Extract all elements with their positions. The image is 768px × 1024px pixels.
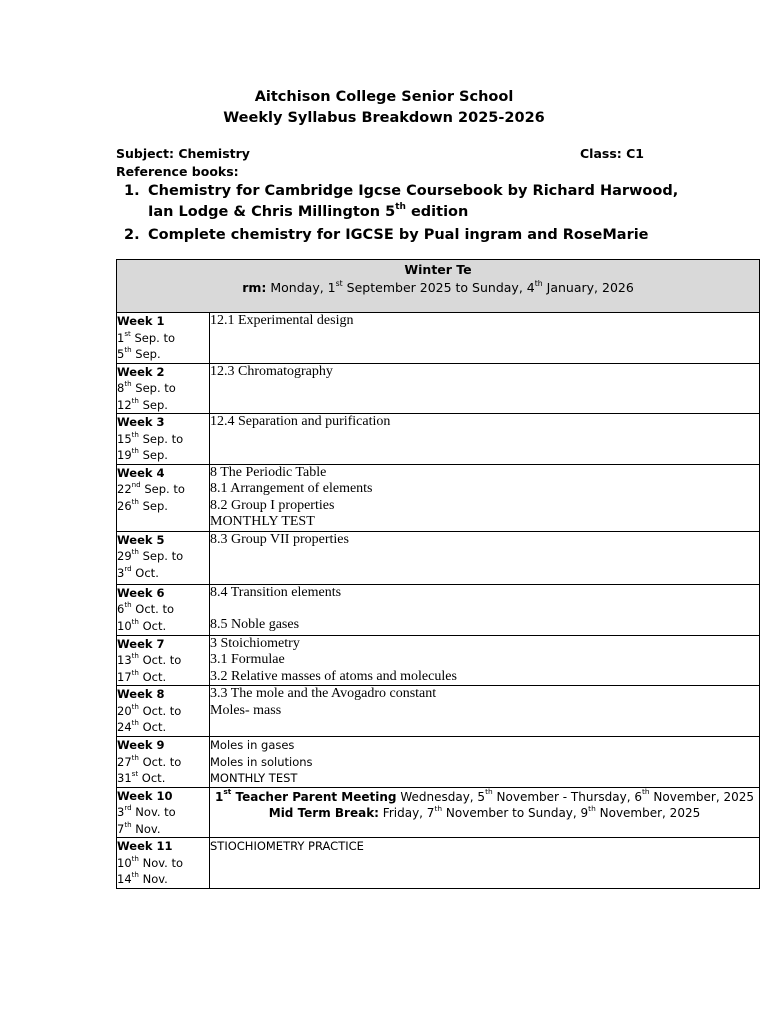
- topic-cell: [210, 313, 760, 364]
- term-header: [117, 260, 760, 313]
- week-start: [117, 481, 209, 498]
- week-end: [117, 871, 209, 888]
- week-start-text: Oct. to: [138, 754, 182, 769]
- week-start-sup: th: [131, 651, 139, 661]
- week-end-day: 12: [117, 397, 132, 412]
- topic-line: 8.1 Arrangement of elements: [210, 481, 373, 496]
- week-label: Week 7: [117, 636, 165, 651]
- mid-term-break-label: Mid Term Break:: [268, 806, 379, 820]
- week-row: [117, 686, 760, 737]
- week-start-text: Sep. to: [140, 482, 185, 496]
- term-date-c: January, 2026: [542, 280, 634, 295]
- document-title: Weekly Syllabus Breakdown 2025-2026: [223, 110, 545, 126]
- week-row: [117, 363, 760, 414]
- spacer: [210, 601, 759, 617]
- week-end-day: 24: [117, 720, 132, 734]
- week-label: Week 2: [117, 364, 165, 379]
- week-start-day: 1: [117, 330, 125, 345]
- term-dates: [117, 280, 759, 295]
- ptm-b-sup: th: [641, 787, 650, 797]
- reference-text: Complete chemistry for IGCSE by Pual ingram and RoseMarie: [148, 227, 649, 243]
- week-start-day: 6: [117, 602, 125, 616]
- week-end: [117, 669, 209, 686]
- mid-term-break-line: [210, 805, 759, 822]
- term-rm: rm:: [242, 280, 267, 295]
- class-label: Class: C1: [580, 146, 644, 161]
- week-cell: [117, 414, 210, 465]
- break-c: November, 2025: [595, 806, 701, 820]
- topic-line: STIOCHIOMETRY PRACTICE: [210, 839, 364, 853]
- week-end-sup: rd: [124, 563, 132, 573]
- week-start-text: Sep. to: [138, 549, 184, 563]
- topic-line: 8.4 Transition elements: [210, 584, 342, 600]
- topic-line: 12.3 Chromatography: [210, 363, 333, 379]
- topic-cell: [210, 531, 760, 584]
- reference-text-end: edition: [405, 204, 469, 220]
- week-end-sup: st: [131, 769, 139, 779]
- break-a: Friday, 7: [378, 806, 435, 820]
- week-start-text: Sep. to: [138, 431, 184, 446]
- week-label: Week 1: [117, 314, 165, 328]
- week-start: [117, 804, 209, 821]
- week-end: [117, 346, 209, 363]
- term-date-b: September 2025 to Sunday, 4: [342, 280, 535, 295]
- week-label: Week 11: [117, 839, 173, 853]
- week-start-text: Nov. to: [131, 805, 176, 819]
- week-start: [117, 601, 209, 618]
- topic-line: 8 The Periodic Table: [210, 464, 327, 480]
- topic-line: MONTHLY TEST: [210, 514, 315, 529]
- reference-item: [124, 225, 684, 246]
- week-end-text: Sep.: [138, 448, 168, 462]
- reference-text-main: Chemistry for Cambridge Igcse Coursebook by Richard Harwood, Ian Lodge & Chris Millington 5: [148, 183, 679, 220]
- week-end-text: Oct.: [138, 669, 167, 684]
- week-label: Week 10: [117, 788, 173, 803]
- topic-line: 3 Stoichiometry: [210, 635, 300, 651]
- week-end: [117, 565, 209, 582]
- week-start-day: 3: [117, 805, 125, 819]
- reference-number: 2.: [124, 227, 140, 243]
- ptm-b: November - Thursday, 6: [492, 789, 642, 804]
- week-end: [117, 821, 209, 838]
- week-start-text: Oct. to: [138, 653, 182, 667]
- week-start-day: 10: [117, 855, 132, 870]
- week-start-day: 22: [117, 482, 132, 496]
- week-start-sup: th: [131, 853, 139, 863]
- week-start-sup: th: [131, 701, 139, 711]
- week-end-sup: th: [131, 718, 139, 728]
- term-title: Winter Te: [404, 262, 472, 277]
- week-cell: [117, 787, 210, 838]
- week-cell: [117, 838, 210, 889]
- week-row: [117, 414, 760, 465]
- topic-cell: [210, 635, 760, 686]
- topic-line: MONTHLY TEST: [210, 771, 298, 785]
- subject-label: Subject: Chemistry: [116, 146, 250, 161]
- term-date-b-sup: th: [534, 278, 543, 288]
- week-end: [117, 719, 209, 736]
- ptm-label: Teacher Parent Meeting: [231, 789, 397, 804]
- week-start-sup: th: [124, 600, 132, 610]
- week-end-text: Oct.: [138, 771, 166, 785]
- week-start-sup: th: [124, 379, 132, 389]
- week-start-text: Sep. to: [131, 381, 176, 395]
- term-date-a: Monday, 1: [266, 280, 336, 295]
- ptm-a-sup: th: [485, 787, 493, 797]
- week-cell: [117, 363, 210, 414]
- week-end-text: Nov.: [131, 821, 161, 836]
- topic-line: 8.3 Group VII properties: [210, 531, 349, 547]
- topic-cell: [210, 414, 760, 465]
- topic-cell: [210, 363, 760, 414]
- topic-cell: [210, 686, 760, 737]
- topic-cell: [210, 737, 760, 788]
- week-start-text: Oct. to: [138, 703, 182, 718]
- week-start-sup: th: [131, 429, 139, 439]
- week-row: [117, 787, 760, 838]
- week-end: [117, 618, 209, 635]
- parent-meeting-label: [214, 787, 397, 804]
- week-end: [117, 397, 209, 414]
- week-start-sup: th: [131, 752, 139, 762]
- week-start-text: Nov. to: [138, 855, 184, 870]
- topic-line: Moles- mass: [210, 702, 282, 718]
- week-label: Week 9: [117, 738, 165, 752]
- week-end-day: 14: [117, 872, 132, 886]
- week-start: [117, 754, 209, 771]
- week-end-sup: th: [131, 496, 139, 506]
- week-end-day: 3: [117, 565, 125, 580]
- week-end-text: Oct.: [131, 565, 159, 580]
- reference-sup: th: [395, 201, 406, 212]
- week-end-text: Sep.: [138, 397, 168, 412]
- reference-number: 1.: [124, 183, 140, 199]
- week-start-day: 8: [117, 381, 125, 395]
- week-end-text: Nov.: [138, 872, 168, 886]
- week-end-day: 31: [117, 771, 132, 785]
- week-end-day: 17: [117, 669, 132, 684]
- week-end-sup: th: [131, 395, 139, 405]
- week-cell: [117, 584, 210, 635]
- topic-cell: [210, 787, 760, 838]
- week-row: [117, 584, 760, 635]
- week-row: [117, 531, 760, 584]
- reference-books-label: Reference books:: [116, 164, 239, 179]
- topic-line: 12.1 Experimental design: [210, 313, 354, 328]
- break-b: November to Sunday, 9: [442, 806, 589, 820]
- break-a-sup: th: [434, 803, 443, 813]
- topic-line: 12.4 Separation and purification: [210, 414, 391, 429]
- topic-cell: [210, 838, 760, 889]
- topic-line: 3.2 Relative masses of atoms and molecules: [210, 668, 457, 684]
- week-end: [117, 770, 209, 787]
- ptm-sup: st: [223, 787, 232, 797]
- week-start: [117, 431, 209, 448]
- week-label: Week 3: [117, 415, 165, 429]
- topic-line: 8.2 Group I properties: [210, 497, 335, 513]
- week-label: Week 8: [117, 687, 165, 701]
- topic-line: 8.5 Noble gases: [210, 617, 300, 632]
- topic-line: Moles in gases: [210, 738, 295, 752]
- event-block: [210, 788, 759, 822]
- week-end-sup: th: [124, 345, 132, 355]
- week-row: [117, 838, 760, 889]
- week-end-text: Oct.: [138, 618, 167, 633]
- term-date-a-sup: st: [335, 278, 343, 288]
- week-start: [117, 703, 209, 720]
- reference-list: [124, 181, 684, 248]
- week-cell: [117, 464, 210, 531]
- week-end-day: 5: [117, 347, 125, 361]
- week-start-text: Sep. to: [130, 330, 176, 345]
- week-start-day: 15: [117, 431, 132, 446]
- week-label: Week 5: [117, 532, 165, 547]
- week-end-day: 7: [117, 821, 125, 836]
- week-start-sup: rd: [124, 803, 132, 813]
- week-end-day: 10: [117, 618, 132, 633]
- topic-cell: [210, 584, 760, 635]
- week-cell: [117, 737, 210, 788]
- week-end-day: 26: [117, 498, 132, 513]
- week-start: [117, 652, 209, 669]
- week-label: Week 4: [117, 465, 165, 480]
- syllabus-table: [116, 259, 760, 889]
- week-end-sup: th: [131, 667, 139, 677]
- week-cell: [117, 635, 210, 686]
- week-start: [117, 548, 209, 565]
- week-start-day: 29: [117, 549, 132, 563]
- topic-line: 3.1 Formulae: [210, 652, 285, 667]
- week-end-sup: th: [131, 446, 139, 456]
- week-row: [117, 313, 760, 364]
- week-end-text: Sep.: [138, 498, 168, 513]
- topic-cell: [210, 464, 760, 531]
- week-start: [117, 330, 209, 347]
- week-cell: [117, 313, 210, 364]
- ptm-num: 1: [214, 789, 224, 804]
- week-end-sup: th: [131, 870, 139, 880]
- week-cell: [117, 531, 210, 584]
- week-start-sup: st: [124, 328, 131, 338]
- week-start: [117, 855, 209, 872]
- week-start-day: 13: [117, 653, 132, 667]
- week-end-text: Oct.: [138, 720, 167, 734]
- reference-text: [148, 181, 684, 223]
- week-row: [117, 464, 760, 531]
- week-end: [117, 447, 209, 464]
- topic-line: 3.3 The mole and the Avogadro constant: [210, 686, 437, 701]
- parent-meeting-line: [210, 789, 759, 806]
- week-start-text: Oct. to: [131, 602, 175, 616]
- week-start: [117, 380, 209, 397]
- topic-line: Moles in solutions: [210, 754, 313, 769]
- week-label: Week 6: [117, 585, 165, 600]
- ptm-a: Wednesday, 5: [396, 789, 486, 804]
- reference-item: [124, 181, 684, 223]
- school-name: Aitchison College Senior School: [254, 89, 514, 105]
- week-end-sup: th: [131, 616, 139, 626]
- week-end-day: 19: [117, 448, 132, 462]
- week-row: [117, 737, 760, 788]
- week-start-day: 20: [117, 703, 132, 718]
- ptm-c: November, 2025: [649, 789, 755, 804]
- break-b-sup: th: [588, 803, 596, 813]
- week-end-sup: th: [124, 819, 132, 829]
- term-header-row: [117, 260, 760, 313]
- week-row: [117, 635, 760, 686]
- week-rows: [117, 313, 760, 889]
- week-end: [117, 498, 209, 515]
- week-cell: [117, 686, 210, 737]
- week-start-sup: nd: [131, 480, 141, 490]
- week-start-day: 27: [117, 754, 132, 769]
- week-end-text: Sep.: [131, 347, 161, 361]
- week-start-sup: th: [131, 547, 139, 557]
